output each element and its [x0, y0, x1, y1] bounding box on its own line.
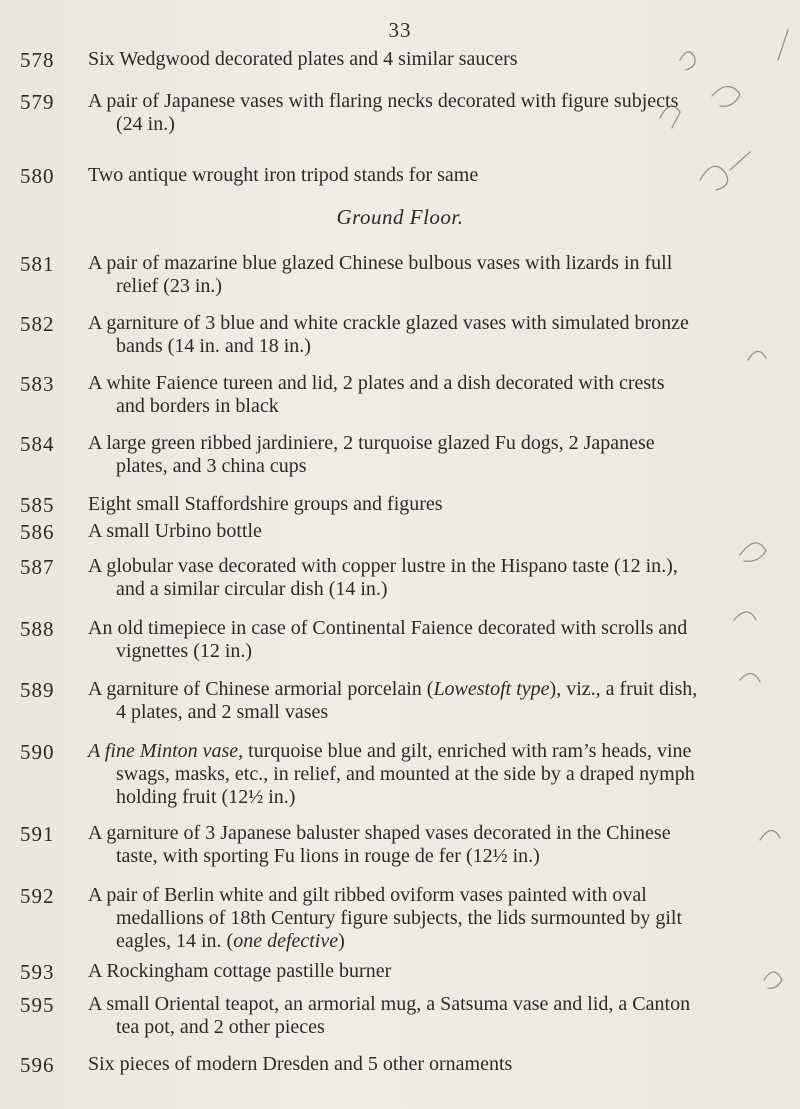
lot-description-line: Six Wedgwood decorated plates and 4 similar saucers — [88, 48, 518, 70]
lot-description-line: A pair of Berlin white and gilt ribbed oviform vases painted with oval — [88, 884, 647, 906]
lot-number: 592 — [20, 884, 55, 908]
lot-number: 593 — [20, 960, 55, 984]
lot-description-line: A globular vase decorated with copper lustre in the Hispano taste (12 in.), — [88, 555, 678, 577]
lot-number: 583 — [20, 372, 55, 396]
lot-description-line: 4 plates, and 2 small vases — [116, 701, 329, 723]
lot-description-line: A large green ribbed jardiniere, 2 turquoise glazed Fu dogs, 2 Japanese — [88, 432, 655, 454]
lot-description-line: A small Urbino bottle — [88, 520, 262, 542]
lot-description-line: An old timepiece in case of Continental Faience decorated with scrolls and — [88, 617, 688, 639]
lot-number: 590 — [20, 740, 55, 764]
lot-description-line: A pair of Japanese vases with flaring necks decorated with figure subjects — [88, 90, 679, 112]
lot-number: 581 — [20, 252, 55, 276]
page-number: 33 — [388, 18, 412, 42]
lot-description-line: Two antique wrought iron tripod stands for same — [88, 164, 479, 186]
lot-number: 589 — [20, 678, 55, 702]
lot-number: 579 — [20, 90, 55, 114]
lot-description-line: vignettes (12 in.) — [116, 640, 253, 662]
lot-description-line: A garniture of 3 Japanese baluster shaped vases decorated in the Chinese — [88, 822, 671, 844]
lot-description-line: bands (14 in. and 18 in.) — [116, 335, 311, 357]
lot-description-line: eagles, 14 in. (one defective) — [116, 930, 345, 952]
lot-number: 591 — [20, 822, 55, 846]
lot-number: 596 — [20, 1053, 55, 1077]
lot-description-line: and borders in black — [116, 395, 279, 417]
lot-description-line: relief (23 in.) — [116, 275, 223, 297]
lot-number: 595 — [20, 993, 55, 1017]
lot-number: 585 — [20, 493, 55, 517]
lot-description-line: Six pieces of modern Dresden and 5 other ornaments — [88, 1053, 513, 1075]
lot-description-line: A garniture of Chinese armorial porcelain (Lowestoft type), viz., a fruit dish, — [88, 678, 698, 700]
lot-description-line: and a similar circular dish (14 in.) — [116, 578, 388, 600]
lot-number: 587 — [20, 555, 55, 579]
lot-number: 582 — [20, 312, 55, 336]
lot-number: 578 — [20, 48, 55, 72]
lot-description-line: A fine Minton vase, turquoise blue and gilt, enriched with ram’s heads, vine — [88, 740, 692, 762]
lot-description-line: tea pot, and 2 other pieces — [116, 1016, 325, 1038]
lot-number: 588 — [20, 617, 55, 641]
section-heading: Ground Floor. — [336, 205, 464, 229]
lot-description-line: (24 in.) — [116, 113, 175, 135]
lot-description-line: Eight small Staffordshire groups and figures — [88, 493, 443, 515]
lot-description-line: plates, and 3 china cups — [116, 455, 307, 477]
lot-description-line: A Rockingham cottage pastille burner — [88, 960, 392, 982]
lot-description-line: A pair of mazarine blue glazed Chinese bulbous vases with lizards in full — [88, 252, 673, 274]
lot-description-line: A garniture of 3 blue and white crackle glazed vases with simulated bronze — [88, 312, 689, 334]
lot-italic-phrase: one defective — [233, 930, 339, 952]
lot-description-line: A white Faience tureen and lid, 2 plates and a dish decorated with crests — [88, 372, 665, 394]
lot-number: 580 — [20, 164, 55, 188]
lot-italic-phrase: A fine Minton vase, — [88, 740, 244, 762]
lot-description-line: swags, masks, etc., in relief, and mounted at the side by a draped nymph — [116, 763, 695, 785]
lot-description-line: holding fruit (12½ in.) — [116, 786, 296, 808]
lot-number: 586 — [20, 520, 55, 544]
lot-italic-phrase: Lowestoft type — [433, 678, 550, 700]
lot-description-line: taste, with sporting Fu lions in rouge de fer (12½ in.) — [116, 845, 540, 867]
lot-description-line: A small Oriental teapot, an armorial mug, a Satsuma vase and lid, a Canton — [88, 993, 691, 1015]
lot-number: 584 — [20, 432, 55, 456]
lot-description-line: medallions of 18th Century figure subjects, the lids surmounted by gilt — [116, 907, 683, 929]
